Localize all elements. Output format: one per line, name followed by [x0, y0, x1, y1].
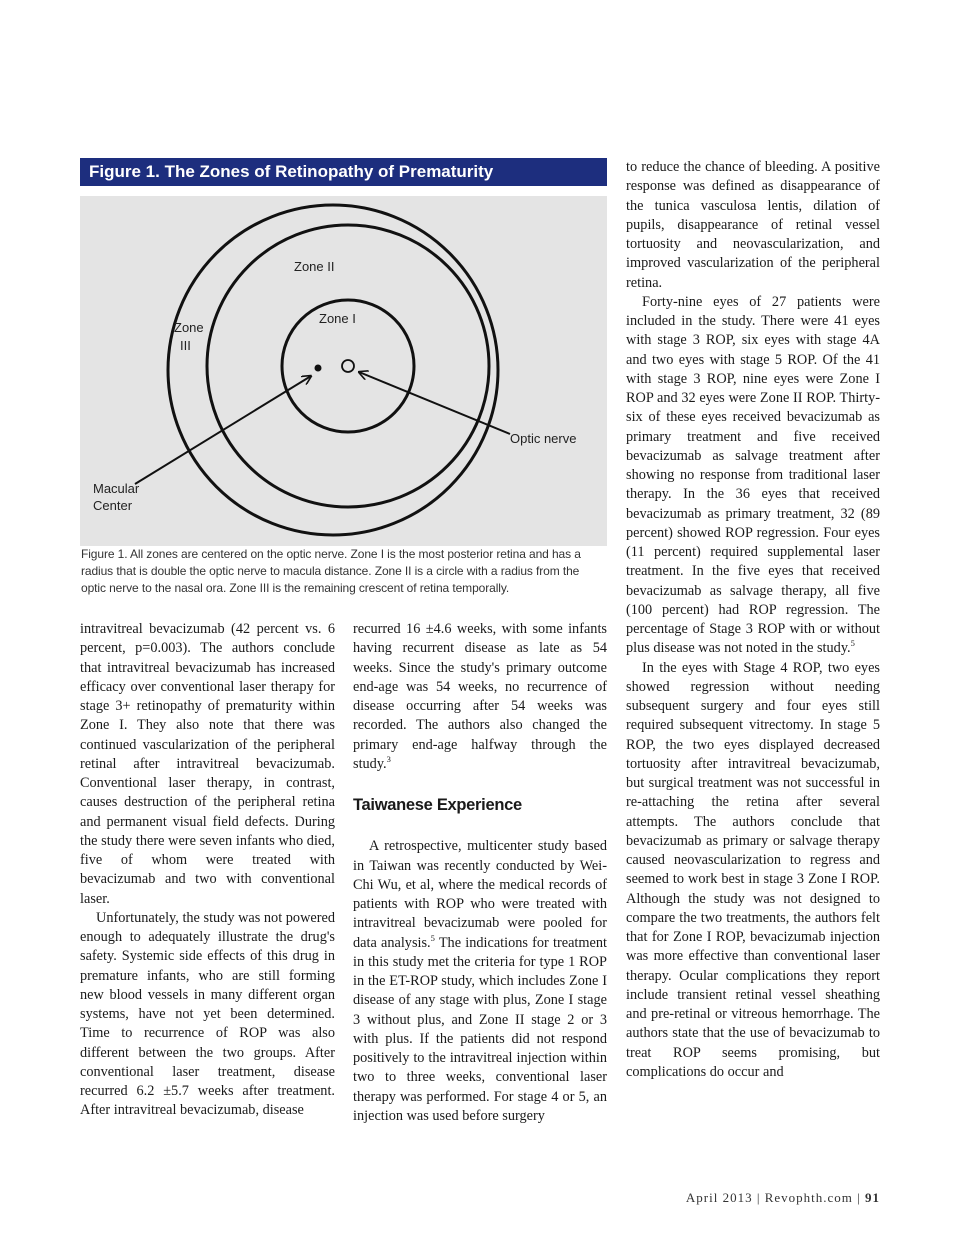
paragraph: A retrospective, multicenter study based in Taiwan was recently conducted by Wei-Chi Wu, et al, where the medical records of patients with ROP who were treated with intravitreal bevacizumab were pooled for data analysis.$^5$ The indications for treatment in this study met the criteria for type 1 ROP in the ET-ROP study, which includes Zone I disease of any stage with plus, Zone I stage 3 without plus, and Zone II stage 2 or 3 with plus. If the patients did not respond positively to the intravitreal injection within two to three weeks, conventional laser therapy was performed. For stage 4 or 5, an injection was used before surgery	[353, 838, 607, 1124]
paragraph: recurred 16 ±4.6 weeks, with some infants having recurrent disease as late as 54 weeks. Since the study's primary outcome end-age was 54 weeks, no recurrence of disease occurring after 54 weeks was recorded. The authors also changed the primary end-age halfway through the study.$^3$	[353, 621, 607, 772]
text-column-3	[626, 158, 880, 1082]
page-number: 91	[865, 1190, 880, 1205]
zone-ii-boundary	[207, 225, 489, 507]
macular-center-label-line2: Center	[93, 498, 133, 513]
zone-iii-boundary	[168, 205, 498, 535]
text-column-1	[80, 620, 335, 1121]
figure-caption: Figure 1. All zones are centered on the optic nerve. Zone I is the most posterior retina and has a radius that is double the optic nerve to macula distance. Zone II is a circle with a radius from the optic nerve to the nasal ora. Zone III is the remaining crescent of retina temporally.	[81, 547, 581, 595]
site-name: Revophth.com	[764, 1190, 853, 1205]
zone-i-label: Zone I	[319, 311, 356, 326]
zone-ii-label: Zone II	[294, 259, 335, 274]
paragraph: intravitreal bevacizumab (42 percent vs. 6 percent, p=0.003). The authors conclude that intravitreal bevacizumab has increased efficacy over conventional laser therapy for stage 3+ retinopathy of prematurity within Zone I. They also note that there was continued vascularization of the peripheral retinal after intravitreal bevacizumab. Conventional laser therapy, in contrast, causes destruction of the peripheral retina and permanent visual field defects. During the study there were seven infants who died, five of whom were treated with bevacizumab and two with conventional laser.	[80, 621, 335, 907]
page-footer: April 2013 | Revophth.com | 91	[685, 1190, 880, 1205]
macular-center-dot	[315, 365, 322, 372]
paragraph: Forty-nine eyes of 27 patients were included in the study. There were 41 eyes with stage 3 ROP, six eyes with stage 4A and two eyes with stage 5 ROP. Of the 41 with stage 3 ROP, nine eyes were Zone I ROP and 32 eyes were Zone II ROP. Thirty-six of these eyes received bevacizumab as primary treatment and five received bevacizumab as salvage treatment after showing no response from traditional laser therapy. In the 36 eyes that received bevacizumab as primary treatment, 32 (89 percent) showed ROP regression. Four eyes (11 percent) required supplemental laser treatment. In the five eyes that received bevacizumab as salvage therapy, all five (100 percent) had ROP regression. The percentage of Stage 3 ROP with or without plus disease was not noted in the study.$^5$	[626, 293, 880, 657]
optic-nerve-marker	[342, 360, 354, 372]
optic-nerve-label: Optic nerve	[510, 431, 577, 446]
reference-marker: 3	[386, 753, 391, 764]
paragraph: In the eyes with Stage 4 ROP, two eyes showed regression without needing subsequent surgery and four eyes still required subsequent vitrectomy. In stage 5 ROP, the two eyes displayed decreased tortuosity after intravitreal bevacizumab, but surgical treatment was not successful in re-attaching the retina after several attempts. The authors conclude that bevacizumab as primary or salvage therapy caused neovascularization to regress and seemed to work best in stage 3 Zone I ROP. Although the study was not designed to compare the two treatments, the authors felt that for Zone I ROP, bevacizumab injection was more effective than conventional laser therapy. Ocular complications they report include transient retinal vessel sheathing and pre-retinal or vitreous hemorrhage. The authors state that the use of bevacizumab to treat ROP seems promising, but complications do occur and	[626, 659, 880, 1080]
zone-iii-label-line2: III	[180, 338, 191, 353]
reference-marker: 5	[850, 638, 855, 649]
paragraph: Unfortunately, the study was not powered enough to adequately illustrate the drug's safety. Systemic side effects of this drug in premature infants, who are still forming new blood vessels in many different organ systems, have not yet been determined. Time to recurrence of ROP was also different between the two groups. After conventional laser treatment, disease recurred 6.2 ±5.7 weeks after treatment. After intravitreal bevacizumab, disease	[80, 909, 335, 1119]
section-heading: Taiwanese Experience	[353, 796, 522, 814]
macular-center-arrow	[135, 376, 311, 484]
figure-1	[80, 158, 607, 605]
text-column-2	[353, 620, 607, 1126]
issue-date: April 2013	[685, 1190, 753, 1205]
paragraph: to reduce the chance of bleeding. A positive response was defined as disappearance of the tunica vasculosa lentis, dilation of pupils, disappearance of retinal vessel tortuosity and neovascularization, and improved vascularization of the peripheral retina.	[626, 159, 880, 291]
figure-diagram	[80, 196, 607, 546]
figure-title: Figure 1. The Zones of Retinopathy of Prematurity	[80, 158, 607, 186]
macular-center-label-line1: Macular	[93, 481, 140, 496]
zone-iii-label-line1: Zone	[174, 320, 204, 335]
zones-diagram	[80, 196, 607, 546]
reference-marker: 5	[430, 932, 435, 943]
